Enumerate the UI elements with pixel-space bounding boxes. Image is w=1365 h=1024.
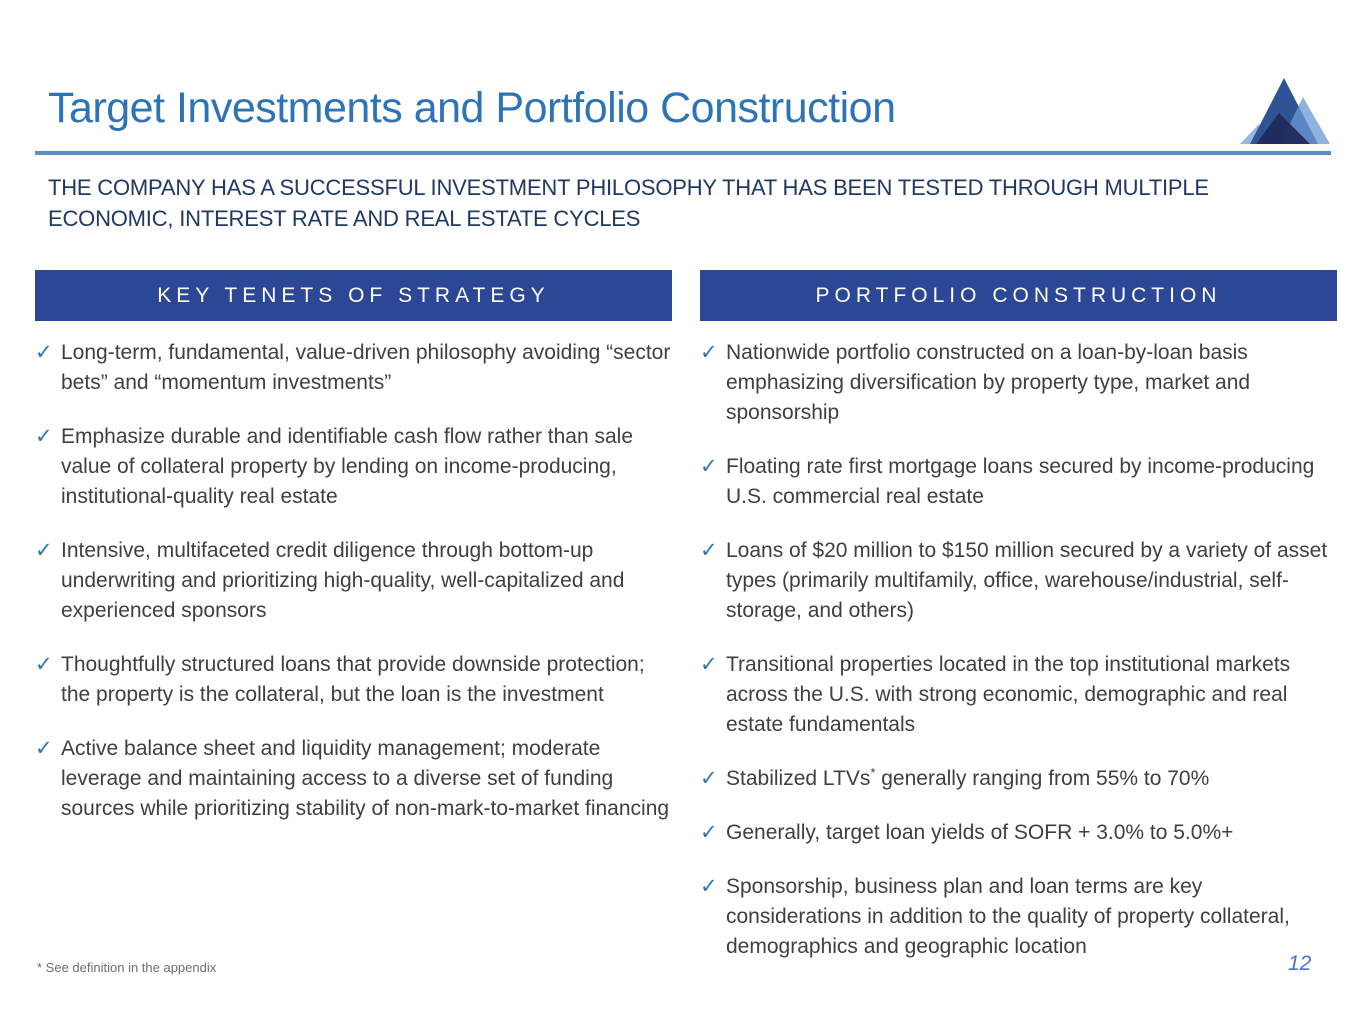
bullet-text: Generally, target loan yields of SOFR + 3.0% to 5.0%+ bbox=[726, 821, 1234, 844]
list-item bbox=[35, 338, 672, 398]
list-item bbox=[700, 764, 1337, 794]
list-item bbox=[700, 872, 1337, 962]
key-tenets-list bbox=[35, 338, 672, 824]
subtitle-line-2: ECONOMIC, INTEREST RATE AND REAL ESTATE CYCLES bbox=[48, 206, 641, 231]
list-item bbox=[35, 422, 672, 512]
column-key-tenets bbox=[35, 270, 672, 986]
bullet-text bbox=[726, 767, 1209, 790]
bullet-text: Floating rate first mortgage loans secured by income-producing U.S. commercial real estate bbox=[726, 455, 1315, 508]
page-title: Target Investments and Portfolio Construction bbox=[48, 84, 896, 132]
check-icon: ✓ bbox=[700, 767, 718, 790]
check-icon: ✓ bbox=[700, 539, 718, 562]
check-icon: ✓ bbox=[35, 737, 53, 760]
bullet-text: Active balance sheet and liquidity management; moderate leverage and maintaining access to a diverse set of funding sources while prioritizing stability of non-mark-to-market financing bbox=[61, 737, 670, 820]
check-icon: ✓ bbox=[35, 539, 53, 562]
two-column-layout bbox=[35, 270, 1337, 986]
subtitle bbox=[48, 172, 1209, 234]
check-icon: ✓ bbox=[700, 821, 718, 844]
company-logo bbox=[1236, 76, 1334, 148]
check-icon: ✓ bbox=[35, 341, 53, 364]
bullet-text: Emphasize durable and identifiable cash flow rather than sale value of collateral property by lending on income-producing, institutional-quality real estate bbox=[61, 425, 634, 508]
bullet-text: Long-term, fundamental, value-driven philosophy avoiding “sector bets” and “momentum investments” bbox=[61, 341, 671, 394]
bullet-text: Transitional properties located in the top institutional markets across the U.S. with strong economic, demographic and real estate fundamentals bbox=[726, 653, 1291, 736]
footnote-asterisk: * bbox=[870, 765, 876, 780]
list-item bbox=[35, 536, 672, 626]
portfolio-construction-header: PORTFOLIO CONSTRUCTION bbox=[700, 270, 1337, 321]
title-divider-rule bbox=[35, 151, 1331, 155]
check-icon: ✓ bbox=[35, 653, 53, 676]
list-item bbox=[35, 734, 672, 824]
key-tenets-header: KEY TENETS OF STRATEGY bbox=[35, 270, 672, 321]
check-icon: ✓ bbox=[35, 425, 53, 448]
list-item bbox=[700, 536, 1337, 626]
check-icon: ✓ bbox=[700, 653, 718, 676]
page-number: 12 bbox=[1288, 952, 1312, 975]
bullet-text-post: generally ranging from 55% to 70% bbox=[875, 767, 1210, 790]
check-icon: ✓ bbox=[700, 455, 718, 478]
bullet-text: Loans of $20 million to $150 million secured by a variety of asset types (primarily multifamily, office, warehouse/industrial, self-storage, and others) bbox=[726, 539, 1328, 622]
list-item bbox=[700, 650, 1337, 740]
mountain-logo-icon bbox=[1236, 76, 1334, 148]
check-icon: ✓ bbox=[700, 875, 718, 898]
list-item bbox=[700, 338, 1337, 428]
bullet-text: Intensive, multifaceted credit diligence through bottom-up underwriting and prioritizing high-quality, well-capitalized and experienced sponsors bbox=[61, 539, 625, 622]
bullet-text-pre: Stabilized LTVs bbox=[726, 767, 871, 790]
check-icon: ✓ bbox=[700, 341, 718, 364]
bullet-text: Thoughtfully structured loans that provide downside protection; the property is the collateral, but the loan is the investment bbox=[61, 653, 645, 706]
bullet-text: Sponsorship, business plan and loan terms are key considerations in addition to the quality of property collateral, demographics and geographic location bbox=[726, 875, 1290, 958]
list-item bbox=[35, 650, 672, 710]
footnote: * See definition in the appendix bbox=[37, 960, 217, 975]
bullet-text: Nationwide portfolio constructed on a loan-by-loan basis emphasizing diversification by property type, market and sponsorship bbox=[726, 341, 1251, 424]
list-item bbox=[700, 818, 1337, 848]
list-item bbox=[700, 452, 1337, 512]
subtitle-line-1: THE COMPANY HAS A SUCCESSFUL INVESTMENT PHILOSOPHY THAT HAS BEEN TESTED THROUGH MULTIPLE bbox=[48, 175, 1209, 200]
column-portfolio-construction bbox=[700, 270, 1337, 986]
portfolio-construction-list bbox=[700, 338, 1337, 962]
